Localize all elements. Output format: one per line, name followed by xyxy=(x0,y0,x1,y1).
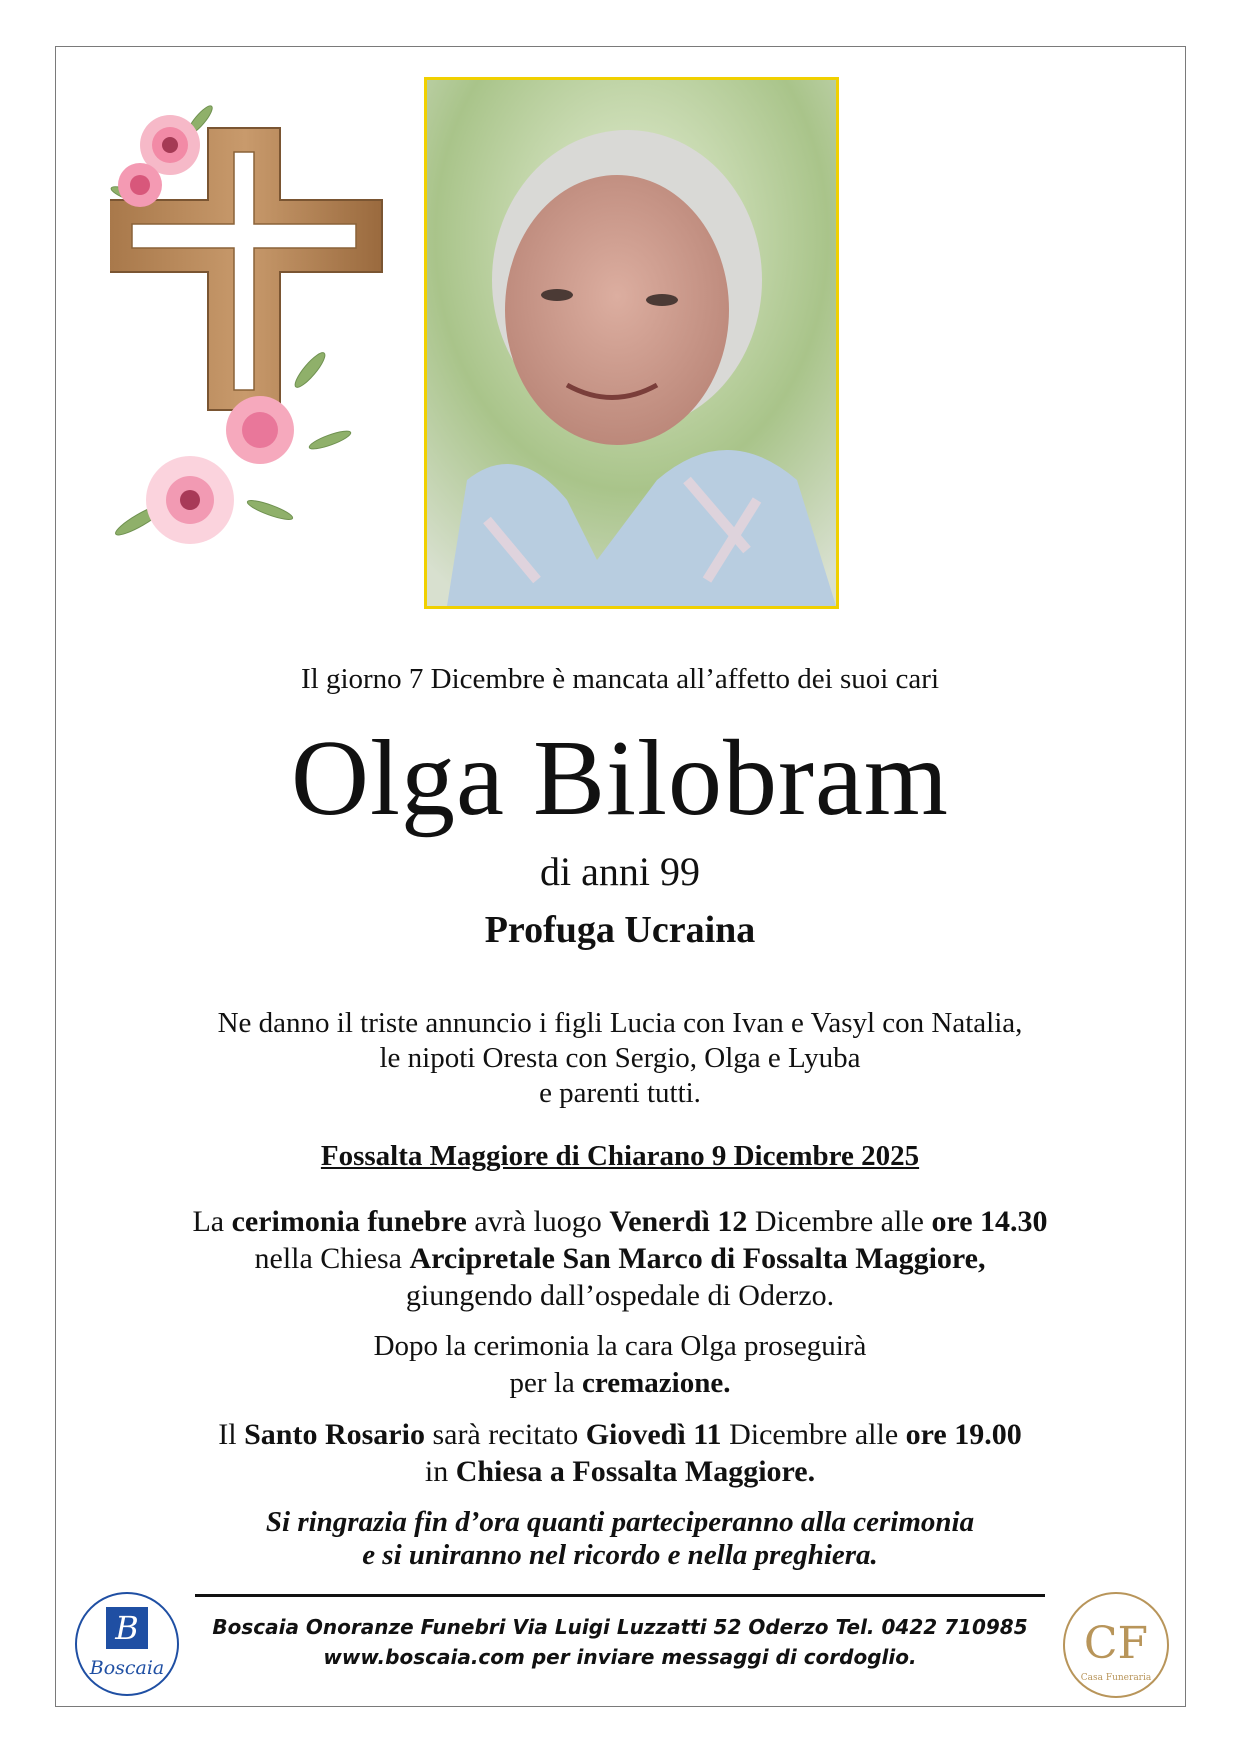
family-line: le nipoti Oresta con Sergio, Olga e Lyuba xyxy=(379,1042,861,1074)
footer-divider xyxy=(195,1594,1045,1597)
ceremony-line: La cerimonia funebre avrà luogo Venerdì 12 Dicembre alle ore 14.30 xyxy=(192,1205,1048,1238)
svg-text:Casa Funeraria: Casa Funeraria xyxy=(1080,1673,1152,1683)
ceremony-line: nella Chiesa Arcipretale San Marco di Fossalta Maggiore, xyxy=(254,1242,986,1275)
family-line: Ne danno il triste annuncio i figli Lucia con Ivan e Vasyl con Natalia, xyxy=(217,1007,1023,1039)
subtitle: Profuga Ucraina xyxy=(484,909,756,951)
intro-text: Il giorno 7 Dicembre è mancata all’affetto dei suoi cari xyxy=(301,663,939,695)
footer-address: Boscaia Onoranze Funebri Via Luigi Luzzatti 52 Oderzo Tel. 0422 710985 xyxy=(212,1615,1028,1639)
portrait-photo xyxy=(424,77,839,609)
svg-text:CF: CF xyxy=(1083,1618,1149,1669)
footer-website: www.boscaia.com per inviare messaggi di cordoglio. xyxy=(323,1645,917,1669)
family-line: e parenti tutti. xyxy=(539,1077,701,1109)
cremation-line: per la cremazione. xyxy=(509,1367,731,1399)
thanks-text xyxy=(0,1506,1240,1572)
svg-text:Boscaia: Boscaia xyxy=(89,1657,165,1679)
cross-flowers-image xyxy=(110,100,390,580)
rosary-line: in Chiesa a Fossalta Maggiore. xyxy=(424,1455,816,1488)
boscaia-logo xyxy=(74,1591,180,1697)
cremation-info xyxy=(0,1328,1240,1402)
rosary-info xyxy=(0,1416,1240,1490)
svg-text:B: B xyxy=(115,1609,139,1647)
age-text: di anni 99 xyxy=(540,849,700,894)
place-date: Fossalta Maggiore di Chiarano 9 Dicembre 2025 xyxy=(320,1140,920,1172)
rosary-line: Il Santo Rosario sarà recitato Giovedì 11 Dicembre alle ore 19.00 xyxy=(218,1418,1022,1451)
cremation-line: Dopo la cerimonia la cara Olga proseguirà xyxy=(373,1330,867,1362)
thanks-line: e si uniranno nel ricordo e nella preghiera. xyxy=(362,1539,878,1571)
thanks-line: Si ringrazia fin d’ora quanti parteciperanno alla cerimonia xyxy=(265,1506,975,1538)
ceremony-line: giungendo dall’ospedale di Oderzo. xyxy=(405,1279,835,1312)
family-announcement xyxy=(0,1006,1240,1111)
deceased-name: Olga Bilobram xyxy=(291,719,949,838)
ceremony-info xyxy=(0,1203,1240,1314)
